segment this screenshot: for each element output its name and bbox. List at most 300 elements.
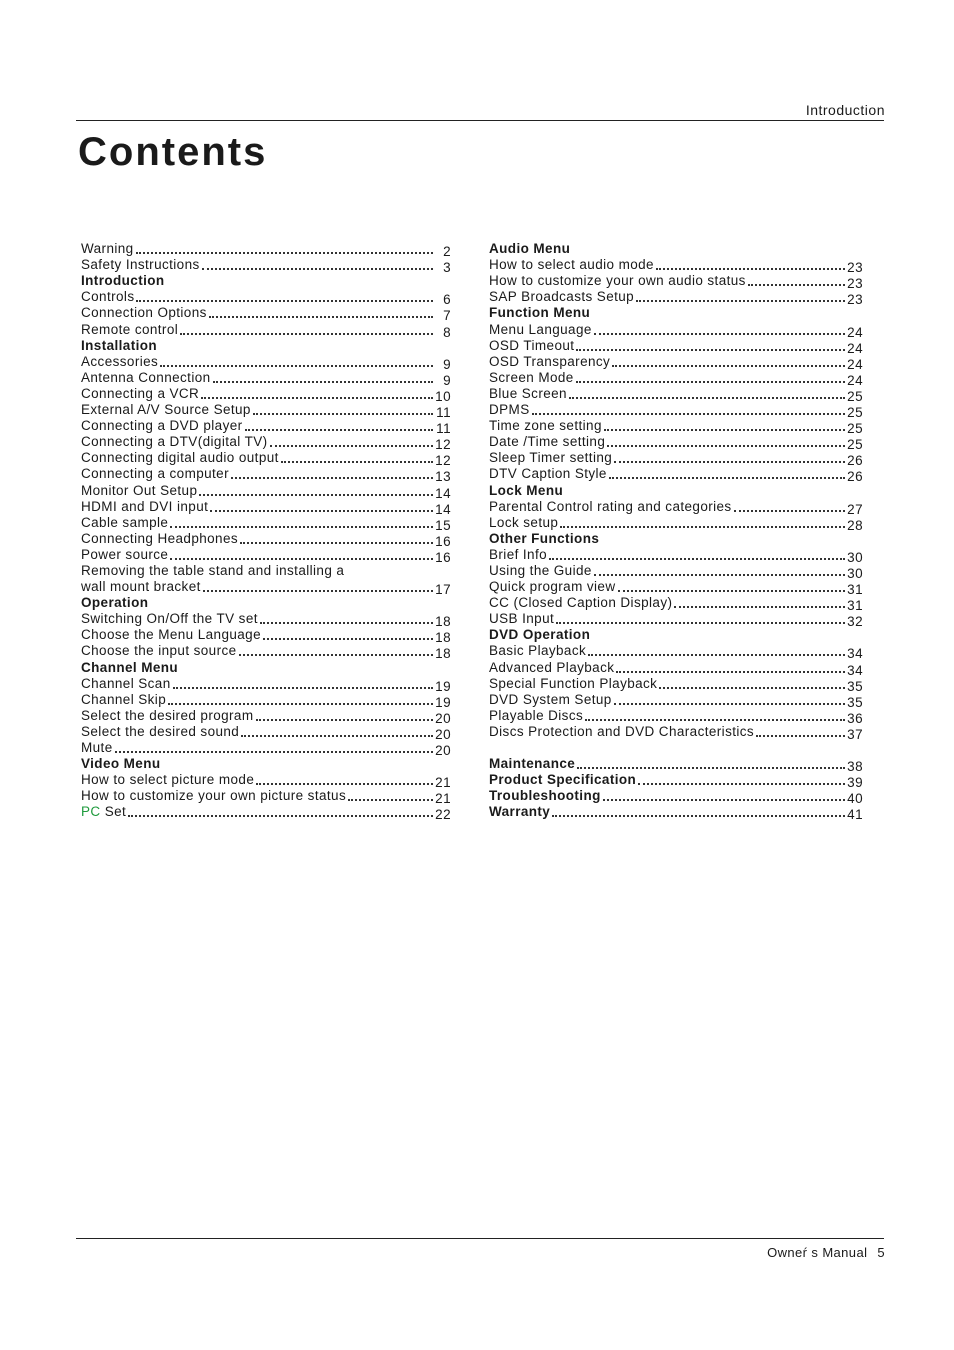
toc-dot-leader: [136, 298, 433, 302]
toc-page-number: 18: [435, 646, 451, 662]
toc-page-number: 36: [847, 710, 863, 726]
toc-entry-label: [489, 676, 657, 691]
toc-entry[interactable]: [81, 353, 451, 372]
toc-entry-text: Quick program view: [489, 579, 616, 595]
toc-page-number: 34: [847, 646, 863, 662]
toc-page-number: 26: [847, 469, 863, 485]
toc-entry-prefix: PC: [81, 804, 101, 820]
toc-entry[interactable]: [81, 610, 451, 630]
toc-dot-leader: [576, 379, 845, 383]
toc-dot-leader: [281, 459, 433, 463]
toc-entry[interactable]: [489, 594, 863, 614]
footer-rule: [76, 1238, 884, 1239]
toc-entry-label: [81, 402, 251, 417]
toc-page-number: 25: [847, 421, 863, 437]
toc-entry-text: Power source: [81, 546, 169, 562]
toc-entry-label: [81, 273, 165, 288]
toc-entry-label: [81, 289, 134, 304]
toc-entry[interactable]: [81, 546, 451, 565]
toc-section-heading: [81, 658, 451, 674]
toc-dot-leader: [239, 652, 433, 656]
toc-page-number: 35: [847, 678, 863, 694]
toc-entry-label: [81, 756, 161, 771]
toc-entry-label: [489, 772, 636, 787]
toc-entry[interactable]: [489, 320, 863, 340]
toc-page-number: 24: [847, 340, 863, 356]
toc-entry[interactable]: [81, 514, 451, 533]
toc-dot-leader: [173, 685, 433, 689]
footer-label: Owneŕ s Manual: [767, 1245, 868, 1260]
toc-entry-label: [489, 338, 574, 353]
toc-dot-leader: [734, 508, 845, 512]
toc-dot-leader: [136, 250, 433, 254]
toc-entry-text: OSD Transparency: [489, 353, 611, 369]
toc-entry-text: How to customize your own audio status: [489, 273, 746, 289]
toc-section-heading: [489, 481, 863, 497]
toc-entry[interactable]: [81, 401, 451, 421]
toc-dot-leader: [240, 540, 433, 544]
toc-entry-text: Introduction: [81, 273, 165, 289]
toc-entry-text: wall mount bracket: [81, 579, 201, 595]
toc-entry-label: [489, 499, 732, 514]
header-rule: [76, 120, 884, 121]
toc-entry-text: Date /Time setting: [489, 434, 606, 450]
toc-page-number: 11: [436, 405, 451, 421]
toc-entry-text: Connecting a VCR: [81, 385, 200, 401]
toc-dot-leader: [160, 363, 433, 367]
toc-entry[interactable]: [81, 256, 451, 276]
toc-dot-leader: [585, 717, 845, 721]
toc-entry[interactable]: [489, 369, 863, 388]
toc-dot-leader: [618, 588, 846, 592]
toc-entry-label: [81, 434, 268, 449]
toc-entry-label: [489, 660, 614, 675]
toc-entry-text: Choose the Menu Language: [81, 627, 261, 643]
toc-entry-text: CC (Closed Caption Display): [489, 595, 673, 611]
toc-dot-leader: [170, 524, 433, 528]
toc-entry-text: Maintenance: [489, 756, 576, 771]
toc-entry[interactable]: [489, 642, 863, 662]
toc-entry-label: [489, 354, 610, 369]
toc-entry-text: Lock Menu: [489, 482, 564, 498]
toc-entry-label: [489, 627, 590, 642]
toc-entry-label: [489, 531, 599, 546]
toc-dot-leader: [612, 363, 845, 367]
toc-entry-label: [489, 450, 612, 465]
toc-entry-text: Connecting Headphones: [81, 530, 239, 546]
toc-entry-label: [81, 740, 113, 755]
toc-entry-label: [489, 386, 567, 401]
toc-entry[interactable]: [81, 320, 451, 340]
toc-entry[interactable]: [489, 417, 863, 437]
toc-entry[interactable]: [489, 385, 863, 404]
toc-entry[interactable]: [489, 498, 863, 517]
toc-page-number: 20: [435, 743, 451, 758]
toc-page-number: 11: [436, 421, 451, 437]
toc-page-number: 17: [435, 582, 451, 598]
toc-page-number: 32: [847, 614, 863, 630]
toc-entry-text: Remote control: [81, 321, 179, 337]
toc-entry[interactable]: [81, 240, 451, 260]
toc-entry-label: [489, 257, 654, 272]
toc-entry-label: [81, 579, 201, 594]
toc-dot-leader: [636, 298, 845, 302]
toc-entry-text: DVD Operation: [489, 627, 591, 643]
toc-dot-leader: [748, 282, 845, 286]
toc-entry-label: [489, 273, 746, 288]
toc-dot-leader: [245, 427, 433, 431]
toc-entry-label: [489, 643, 586, 658]
toc-entry[interactable]: [81, 288, 451, 308]
toc-right-column: [489, 240, 863, 823]
toc-dot-leader: [549, 556, 845, 560]
toc-page-number: 39: [847, 775, 863, 791]
toc-entry-text: Installation: [81, 337, 158, 353]
toc-entry-label: [81, 547, 168, 562]
toc-page-number: 12: [435, 437, 451, 453]
toc-entry-text: Select the desired sound: [81, 723, 240, 739]
toc-entry-label: [489, 418, 602, 433]
toc-entry[interactable]: [489, 288, 863, 308]
toc-entry-text: Connection Options: [81, 305, 207, 321]
toc-entry[interactable]: [489, 675, 863, 694]
toc-entry[interactable]: [489, 723, 863, 742]
toc-entry[interactable]: [489, 514, 863, 533]
toc-entry-label: [489, 708, 583, 723]
toc-dot-leader: [348, 797, 433, 801]
toc-entry-text: Removing the table stand and installing a: [81, 562, 345, 578]
toc-page-number: 19: [435, 694, 451, 710]
toc-entry[interactable]: [81, 723, 451, 742]
toc-entry[interactable]: [81, 530, 451, 549]
toc-entry-text: Discs Protection and DVD Characteristics: [489, 723, 755, 739]
toc-page-number: 18: [435, 614, 451, 630]
toc-entry[interactable]: [489, 353, 863, 372]
toc-dot-leader: [210, 508, 433, 512]
toc-entry-text: DPMS: [489, 402, 530, 418]
toc-dot-leader: [213, 379, 433, 383]
toc-entry[interactable]: [489, 272, 863, 292]
toc-entry-text: Channel Menu: [81, 659, 179, 675]
toc-entry[interactable]: [81, 498, 451, 517]
toc-page-number: 16: [435, 549, 451, 565]
toc-entry-text: DVD System Setup: [489, 691, 612, 707]
toc-entry[interactable]: [489, 691, 863, 710]
toc-entry[interactable]: [489, 755, 863, 774]
toc-page-number: 37: [847, 726, 863, 742]
toc-entry-text: Channel Skip: [81, 691, 167, 707]
toc-entry-label: [489, 788, 601, 803]
toc-dot-leader: [256, 717, 434, 721]
toc-entry-text: Parental Control rating and categories: [489, 498, 732, 514]
toc-entry[interactable]: [489, 546, 863, 565]
toc-dot-leader: [756, 733, 845, 737]
toc-dot-leader: [656, 266, 845, 270]
toc-entry[interactable]: [489, 562, 863, 581]
toc-page-number: 14: [435, 485, 451, 501]
toc-page-number: 25: [847, 405, 863, 421]
toc-entry-text: Antenna Connection: [81, 369, 211, 385]
toc-page-number: 27: [847, 501, 863, 517]
toc-entry-text: Warning: [81, 241, 134, 257]
toc-entry-text: Sleep Timer setting: [489, 450, 613, 466]
toc-entry-label: [489, 370, 574, 385]
toc-entry-text: SAP Broadcasts Setup: [489, 289, 635, 305]
toc-entry-label: [81, 595, 148, 610]
toc-page-number: 15: [435, 517, 451, 533]
toc-page-number: 35: [847, 694, 863, 710]
toc-entry[interactable]: [81, 304, 451, 324]
toc-gap: [489, 739, 863, 755]
toc-entry[interactable]: [81, 739, 451, 758]
toc-section-heading: [81, 755, 451, 771]
toc-page-number: 3: [443, 260, 451, 276]
toc-entry-text: How to select picture mode: [81, 772, 255, 788]
toc-entry-text: DTV Caption Style: [489, 466, 607, 482]
toc-dot-leader: [115, 749, 433, 753]
toc-dot-leader: [609, 475, 845, 479]
toc-entry-text: Advanced Playback: [489, 659, 615, 675]
toc-entry-label: [81, 788, 346, 803]
toc-entry-text: Blue Screen: [489, 385, 567, 401]
toc-entry-label: [489, 241, 570, 256]
toc-entry-label: [81, 338, 157, 353]
toc-dot-leader: [659, 685, 845, 689]
toc-page-number: 18: [435, 630, 451, 646]
toc-entry-label: [81, 563, 344, 578]
toc-entry[interactable]: [81, 626, 451, 646]
toc-page-number: 28: [847, 517, 863, 533]
toc-entry-label: [489, 595, 672, 610]
toc-entry[interactable]: [81, 707, 451, 726]
toc-entry[interactable]: [81, 417, 451, 437]
toc-entry-text: Controls: [81, 289, 135, 305]
toc-entry-label: [81, 724, 239, 739]
toc-entry-label: [81, 466, 229, 481]
toc-entry-text: Brief Info: [489, 546, 548, 562]
toc-entry[interactable]: [489, 401, 863, 421]
toc-dot-leader: [576, 347, 845, 351]
toc-entry[interactable]: [489, 465, 863, 485]
toc-section-heading: [489, 304, 863, 320]
toc-entry[interactable]: [81, 642, 451, 662]
toc-entry-text: Basic Playback: [489, 643, 587, 659]
toc-page-number: 25: [847, 437, 863, 453]
toc-page-number: 25: [847, 388, 863, 404]
toc-entry-text: Choose the input source: [81, 643, 237, 659]
toc-page-number: 24: [847, 324, 863, 340]
toc-entry[interactable]: [489, 578, 863, 598]
toc-page-number: 21: [435, 791, 451, 807]
toc-entry-text: Special Function Playback: [489, 675, 658, 691]
toc-entry-text: Time zone setting: [489, 418, 602, 434]
toc-entry-text: External A/V Source Setup: [81, 402, 251, 418]
toc-dot-leader: [577, 765, 845, 769]
toc-entry-text: OSD Timeout: [489, 337, 575, 353]
toc-entry[interactable]: [489, 337, 863, 356]
footer-page-number: 5: [877, 1245, 885, 1260]
toc-entry-text: How to customize your own picture status: [81, 788, 347, 804]
toc-entry-label: [81, 627, 261, 642]
toc-page-number: 24: [847, 356, 863, 372]
toc-entry-text: Other Functions: [489, 530, 600, 546]
toc-entry-text: HDMI and DVI input: [81, 498, 209, 514]
toc-entry-label: [81, 708, 254, 723]
toc-entry[interactable]: [81, 449, 451, 469]
page-title: Contents: [78, 130, 268, 174]
toc-page-number: 9: [443, 372, 451, 388]
toc-entry[interactable]: [489, 433, 863, 453]
toc-entry-label: [489, 434, 605, 449]
toc-entry-text: Playable Discs: [489, 707, 584, 723]
toc-dot-leader: [594, 331, 845, 335]
toc-entry[interactable]: [489, 771, 863, 791]
toc-entry[interactable]: [489, 787, 863, 807]
toc-dot-leader: [560, 524, 845, 528]
toc-entry-label: [81, 305, 207, 320]
toc-page-number: 38: [847, 759, 863, 774]
toc-entry-label: [489, 547, 547, 562]
toc-entry-text: USB Input: [489, 611, 555, 627]
toc-entry-text: Product Specification: [489, 772, 637, 788]
toc-entry-label: [489, 322, 592, 337]
toc-entry[interactable]: [81, 385, 451, 404]
toc-page-number: 26: [847, 453, 863, 469]
toc-entry[interactable]: [489, 803, 863, 823]
toc-entry-text: Connecting a DTV(digital TV): [81, 434, 268, 450]
toc-entry-label: [489, 563, 592, 578]
toc-dot-leader: [256, 781, 433, 785]
toc-entry[interactable]: [81, 675, 451, 694]
toc-dot-leader: [199, 492, 433, 496]
toc-dot-leader: [603, 797, 845, 801]
toc-entry-text: Cable sample: [81, 514, 169, 530]
toc-entry[interactable]: [81, 803, 451, 823]
toc-page-number: 40: [847, 791, 863, 807]
toc-dot-leader: [201, 395, 433, 399]
toc-dot-leader: [270, 443, 433, 447]
toc-dot-leader: [552, 813, 845, 817]
toc-dot-leader: [614, 459, 845, 463]
toc-entry-label: [489, 611, 554, 626]
toc-entry-text: How to select audio mode: [489, 257, 654, 273]
toc-entry-text: Channel Scan: [81, 675, 171, 691]
toc-entry-text: Troubleshooting: [489, 788, 601, 804]
toc-page-number: 6: [443, 292, 451, 308]
toc-dot-leader: [128, 813, 433, 817]
toc-entry-label: [81, 386, 199, 401]
toc-page-number: 23: [847, 292, 863, 308]
toc-page-number: 22: [435, 807, 451, 823]
toc-entry-text: Connecting a DVD player: [81, 418, 243, 434]
toc-entry-label: [81, 531, 238, 546]
toc-page-number: 7: [443, 308, 451, 324]
toc-entry-text: Screen Mode: [489, 369, 574, 385]
toc-entry-label: [489, 305, 590, 320]
toc-entry-label: [81, 676, 171, 691]
toc-dot-leader: [260, 620, 433, 624]
toc-section-heading: [489, 240, 863, 256]
toc-entry[interactable]: [81, 771, 451, 791]
page-footer: [757, 1245, 885, 1260]
toc-dot-leader: [674, 604, 845, 608]
toc-entry[interactable]: [489, 449, 863, 469]
toc-entry-label: [489, 756, 575, 771]
toc-entry-text: Connecting a computer: [81, 466, 229, 482]
toc-entry[interactable]: [489, 658, 863, 678]
toc-entry-label: [81, 611, 258, 626]
toc-page-number: 31: [847, 598, 863, 614]
toc-entry-text: Safety Instructions: [81, 257, 200, 273]
toc-dot-leader: [168, 701, 433, 705]
toc-entry-label: [81, 515, 168, 530]
toc-entry[interactable]: [81, 433, 451, 453]
toc-dot-leader: [203, 588, 433, 592]
toc-page-number: 24: [847, 372, 863, 388]
toc-entry-label: [489, 692, 612, 707]
toc-dot-leader: [253, 411, 433, 415]
toc-entry[interactable]: [489, 707, 863, 726]
toc-dot-leader: [241, 733, 433, 737]
toc-page-number: 13: [435, 469, 451, 485]
toc-entry[interactable]: [81, 481, 451, 501]
toc-page-number: 2: [443, 244, 451, 260]
toc-entry-text: Lock setup: [489, 514, 559, 530]
toc-entry-text: Audio Menu: [489, 241, 571, 257]
toc-entry-text: Switching On/Off the TV set: [81, 611, 258, 627]
toc-entry-text: Mute: [81, 740, 113, 755]
toc-entry-label: [489, 515, 558, 530]
toc-entry[interactable]: [489, 256, 863, 276]
toc-entry-text: Accessories: [81, 353, 159, 369]
toc-entry-label: [489, 579, 616, 594]
toc-dot-leader: [202, 266, 433, 270]
toc-page-number: 30: [847, 565, 863, 581]
toc-entry-label: [81, 804, 126, 819]
toc-page-number: 9: [443, 356, 451, 372]
toc-dot-leader: [556, 620, 845, 624]
toc-dot-leader: [607, 443, 845, 447]
toc-entry-text: Monitor Out Setup: [81, 482, 198, 498]
toc-entry-text: Operation: [81, 595, 149, 611]
toc-entry-label: [81, 692, 166, 707]
toc-entry-label: [489, 483, 563, 498]
toc-entry-label: [81, 241, 134, 256]
toc-entry-label: [81, 450, 279, 465]
toc-entry[interactable]: [81, 369, 451, 388]
toc-entry[interactable]: [489, 610, 863, 630]
toc-page-number: 19: [435, 678, 451, 694]
toc-entry-label: [81, 483, 197, 498]
toc-entry[interactable]: [81, 465, 451, 485]
toc-entry-label: [81, 370, 211, 385]
toc-entry-text: Connecting digital audio output: [81, 450, 279, 466]
toc-entry-text: Menu Language: [489, 321, 592, 337]
toc-entry-label: [489, 724, 754, 739]
toc-entry-label: [81, 418, 243, 433]
toc-page-number: 23: [847, 276, 863, 292]
toc-entry[interactable]: [81, 691, 451, 710]
toc-dot-leader: [263, 636, 433, 640]
toc-page-number: 21: [435, 775, 451, 791]
toc-entry: [81, 562, 451, 578]
toc-entry-text: Set: [104, 804, 127, 820]
toc-entry[interactable]: [81, 578, 451, 598]
toc-entry-label: [81, 257, 200, 272]
toc-entry[interactable]: [81, 787, 451, 807]
toc-entry-label: [81, 354, 158, 369]
toc-entry-label: [489, 402, 530, 417]
